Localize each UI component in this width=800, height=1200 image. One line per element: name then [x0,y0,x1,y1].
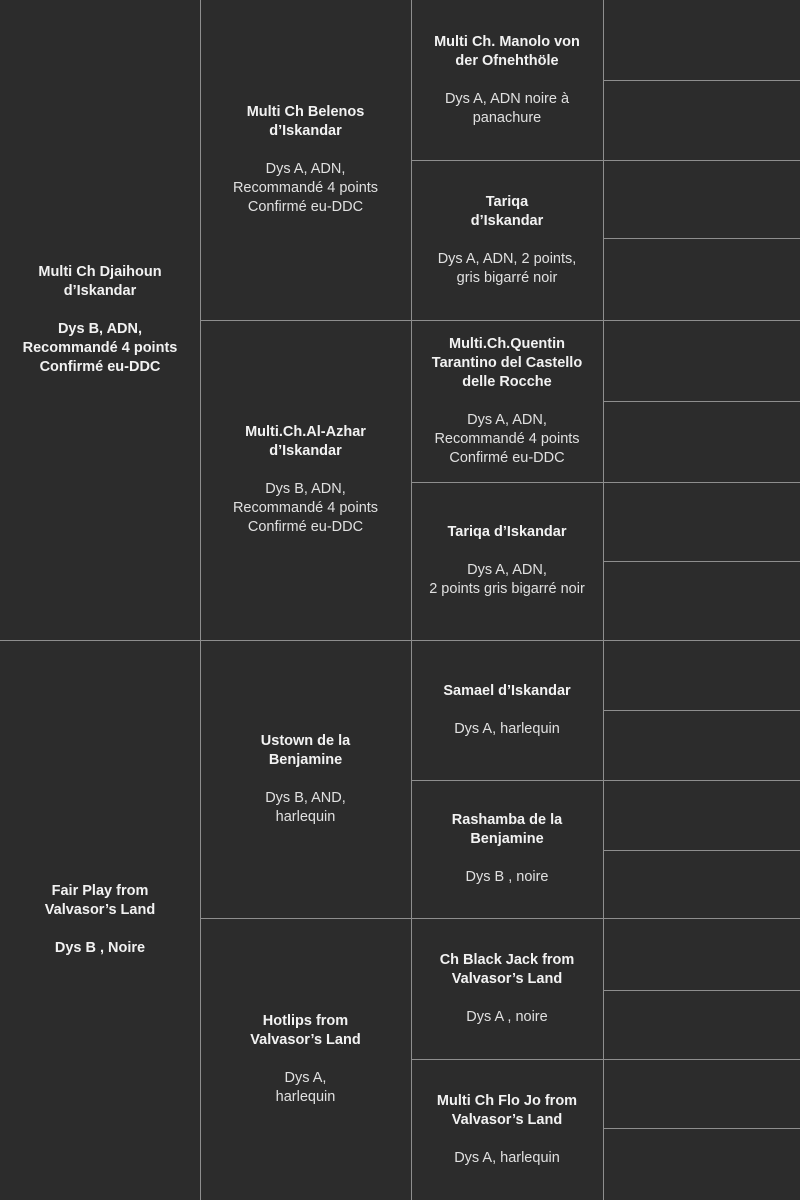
sire-dam-name: Multi.Ch.Al-Azhar d’Iskandar [245,424,366,459]
sire-sire-info: Dys A, ADN, Recommandé 4 points Confirmé eu-DDC [232,161,379,215]
row-divider [603,80,800,81]
ddd-info: Dys A, harlequin [454,1149,560,1166]
row-divider [603,401,800,402]
dam-dam-name: Hotlips from Valvasor’s Land [250,1012,361,1048]
sds-cell [411,320,603,482]
dss-cell [411,640,603,780]
row-divider [0,640,800,641]
ssd-info: Dys A, ADN, 2 points, gris bigarré noir [437,250,577,286]
row-divider [603,561,800,562]
row-divider [603,238,800,239]
column-divider [411,0,412,1200]
ssd-name: Tariqa d’Iskandar [470,193,544,229]
row-divider [603,990,800,991]
ddd-name: Multi Ch Flo Jo from Valvasor’s Land [436,1092,578,1128]
gen4-cell [604,320,800,401]
dds-cell [411,918,603,1059]
dsd-name: Rashamba de la Benjamine [451,812,563,847]
gen4-cell [604,401,800,482]
sdd-name: Tariqa d’Iskandar [447,524,567,540]
gen4-cell [604,482,800,561]
row-divider [200,320,800,321]
row-divider [411,160,800,161]
sire-sire-name: Multi Ch Belenos d’Iskandar [246,104,365,139]
dsd-cell [411,780,603,918]
dam-cell [0,640,200,1200]
sds-info: Dys A, ADN, Recommandé 4 points Confirmé eu-DDC [434,411,580,466]
gen4-cell [604,710,800,780]
sire-dam-info: Dys B, ADN, Recommandé 4 points Confirmé eu-DDC [232,481,379,535]
column-divider [603,0,604,1200]
row-divider [411,1059,800,1060]
dam-info: Dys B , Noire [54,940,146,956]
dds-name: Ch Black Jack from Valvasor’s Land [439,951,575,987]
ssd-cell [411,160,603,320]
gen4-cell [604,80,800,160]
sss-name: Multi Ch. Manolo von der Ofnehthöle [434,33,580,69]
sire-dam-cell [200,320,411,640]
gen4-cell [604,561,800,640]
sire-cell [0,0,200,640]
row-divider [603,710,800,711]
gen4-cell [604,780,800,850]
sds-name: Multi.Ch.Quentin Tarantino del Castello delle Rocche [431,335,583,390]
dam-sire-cell [200,640,411,918]
dss-name: Samael d’Iskandar [443,682,571,699]
sss-cell [411,0,603,160]
sdd-info: Dys A, ADN, 2 points gris bigarré noir [429,562,585,597]
gen4-cell [604,918,800,990]
dam-dam-info: Dys A, harlequin [275,1069,336,1105]
sss-info: Dys A, ADN noire à panachure [444,90,570,126]
sire-name: Multi Ch Djaihoun d’Iskandar [38,264,162,299]
dds-info: Dys A , noire [466,1008,548,1025]
gen4-cell [604,238,800,320]
sire-sire-cell [200,0,411,320]
gen4-cell [604,160,800,238]
sire-info: Dys B, ADN, Recommandé 4 points Confirmé eu-DDC [22,321,178,375]
gen4-cell [604,990,800,1059]
gen4-cell [604,1059,800,1128]
row-divider [411,780,800,781]
row-divider [200,918,800,919]
row-divider [603,1128,800,1129]
gen4-cell [604,0,800,80]
gen4-cell [604,1128,800,1200]
gen4-cell [604,640,800,710]
dam-sire-name: Ustown de la Benjamine [260,732,351,768]
dam-name: Fair Play from Valvasor’s Land [44,883,156,918]
dam-sire-info: Dys B, AND, harlequin [265,789,346,825]
dsd-info: Dys B , noire [465,869,549,885]
row-divider [603,850,800,851]
gen4-cell [604,850,800,918]
dam-dam-cell [200,918,411,1200]
sdd-cell [411,482,603,640]
ddd-cell [411,1059,603,1200]
column-divider [200,0,201,1200]
dss-info: Dys A, harlequin [454,720,560,737]
row-divider [411,482,800,483]
